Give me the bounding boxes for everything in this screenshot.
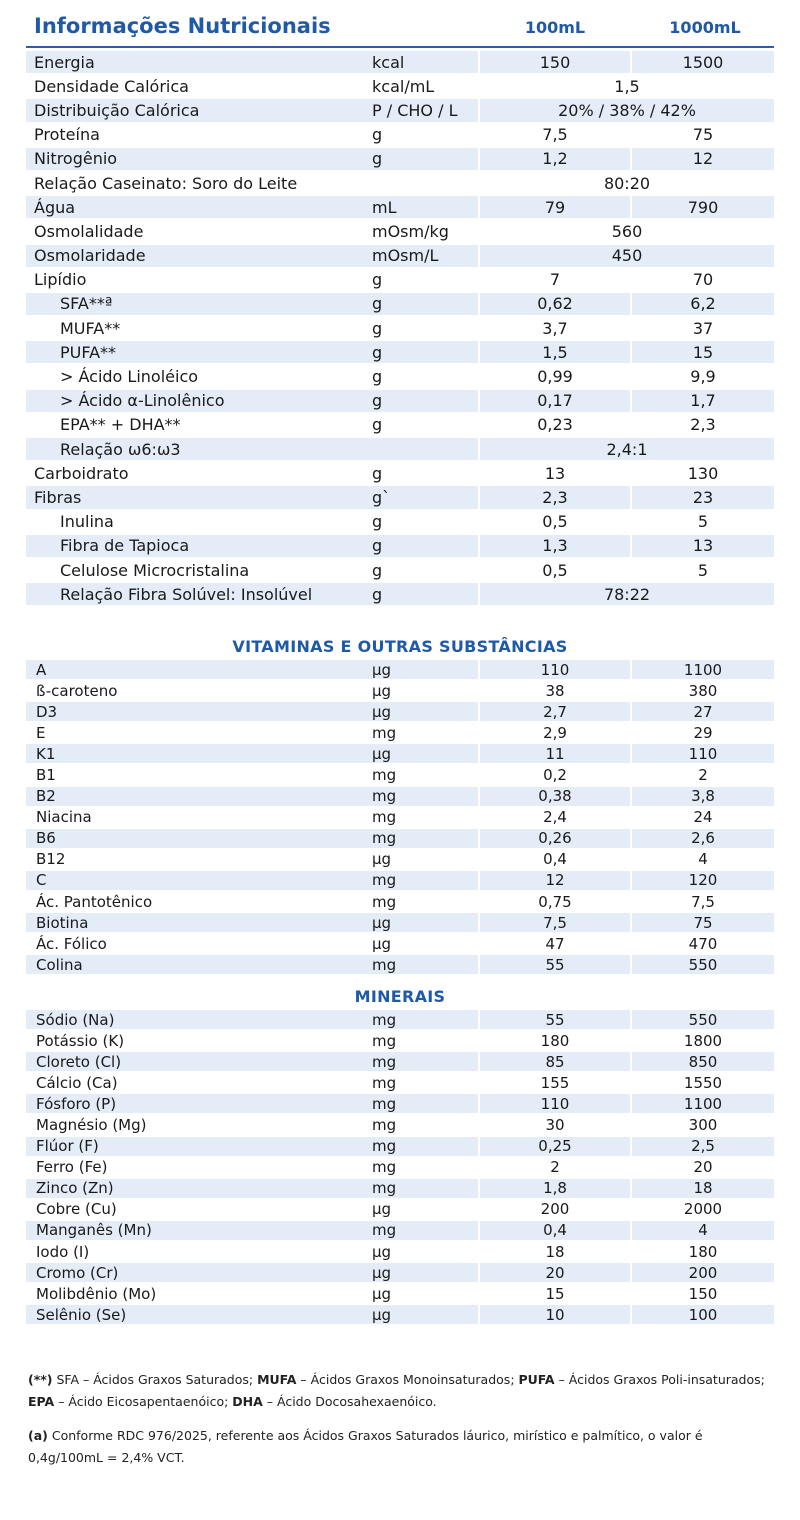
table-row [26, 75, 774, 99]
row-value-100ml: 0,99 [537, 367, 573, 387]
row-label: Ferro (Fe) [36, 1158, 108, 1177]
row-label: Manganês (Mn) [26, 1221, 370, 1240]
footnote-rdc [28, 1425, 772, 1469]
row-label: Ác. Pantotênico [36, 892, 153, 911]
row-label: B2 [26, 787, 370, 806]
row-value-100ml: 11 [480, 744, 630, 763]
row-value-1000ml: 850 [632, 1052, 774, 1071]
row-unit: mOsm/kg [372, 221, 449, 241]
row-label: > Ácido Linoléico [60, 367, 199, 387]
row-value-100ml: 1,2 [480, 148, 630, 170]
row-value-1000ml: 27 [632, 702, 774, 721]
row-value-1000ml: 75 [632, 913, 774, 932]
row-value-100ml: 180 [540, 1031, 570, 1050]
row-label: Molibdênio (Mo) [36, 1284, 157, 1303]
row-value-1000ml: 70 [692, 270, 714, 290]
row-value-100ml: 0,23 [537, 415, 573, 435]
row-value-100ml: 2,4 [543, 808, 567, 827]
row-unit: µg [370, 1263, 478, 1282]
row-label: B12 [36, 850, 66, 869]
row-value-100ml: 0,62 [480, 293, 630, 315]
table-row [26, 293, 774, 317]
row-label: Relação Caseinato: Soro do Leite [34, 173, 298, 193]
table-row [26, 1284, 774, 1305]
row-label: > Ácido α-Linolênico [26, 390, 370, 412]
table-row [26, 871, 774, 892]
row-value-1000ml: 29 [693, 723, 713, 742]
row-value-100ml: 0,26 [480, 829, 630, 848]
row-value-1000ml: 130 [687, 463, 719, 483]
row-value-100ml: 0,5 [542, 512, 568, 532]
row-label: Celulose Microcristalina [60, 560, 250, 580]
row-value-1000ml: 1,7 [632, 390, 774, 412]
row-label: Osmolalidade [34, 221, 144, 241]
row-unit: µg [372, 1284, 392, 1303]
minerals-section-title: MINERAIS [354, 987, 446, 1006]
row-unit: mg [370, 1221, 478, 1240]
row-value-100ml: 2,3 [480, 486, 630, 508]
row-value-1000ml: 4 [698, 850, 708, 869]
table-row [26, 1242, 774, 1263]
row-value-100ml: 150 [480, 51, 630, 73]
row-value-1000ml: 13 [632, 535, 774, 557]
row-unit: mg [370, 1010, 478, 1029]
row-value-1000ml: 1550 [683, 1073, 723, 1092]
table-row [26, 486, 774, 510]
row-unit: mg [372, 1031, 397, 1050]
row-label: Energia [26, 51, 370, 73]
row-label: Distribuição Calórica [26, 99, 370, 121]
table-row [26, 245, 774, 269]
row-label: Cloreto (Cl) [26, 1052, 370, 1071]
main-nutrients-table [26, 51, 774, 607]
table-row [26, 124, 774, 148]
row-unit: g [370, 293, 478, 315]
row-label: Selênio (Se) [26, 1305, 370, 1324]
row-label: A [26, 660, 370, 679]
row-value-shared: 1,5 [614, 76, 640, 96]
row-unit: µg [370, 702, 478, 721]
page-title: Informações Nutricionais [34, 14, 331, 38]
row-value-1000ml: 110 [632, 744, 774, 763]
row-value-1000ml: 300 [688, 1116, 718, 1135]
row-value-100ml: 79 [480, 196, 630, 218]
row-value-shared: 20% / 38% / 42% [480, 99, 774, 121]
footnote-term: (**) [28, 1372, 53, 1387]
row-value-shared: 78:22 [480, 583, 774, 605]
table-row [26, 220, 774, 244]
table-row [26, 1263, 774, 1284]
row-value-1000ml: 200 [632, 1263, 774, 1282]
row-unit: g [372, 463, 383, 483]
row-unit: mg [370, 1179, 478, 1198]
footnote-text: Conforme RDC 976/2025, referente aos Ácidos Graxos Saturados láurico, mirístico e palmítico, o valor é 0,4g/100mL = 2,4% VCT. [28, 1428, 703, 1465]
row-unit: mg [372, 808, 397, 827]
row-unit [370, 438, 478, 460]
row-value-1000ml: 1100 [632, 1094, 774, 1113]
table-row [26, 269, 774, 293]
row-label: Flúor (F) [26, 1137, 370, 1156]
row-unit: g [372, 415, 383, 435]
table-row [26, 535, 774, 559]
table-row [26, 744, 774, 765]
row-value-1000ml: 37 [692, 318, 714, 338]
table-row [26, 414, 774, 438]
table-row [26, 1031, 774, 1052]
row-value-100ml: 0,25 [480, 1137, 630, 1156]
footnote-text: – Ácido Eicosapentaenóico; [54, 1394, 233, 1409]
footnote-text: – Ácidos Graxos Poli-insaturados; [554, 1372, 765, 1387]
row-label: Carboidrato [34, 463, 129, 483]
row-label: Potássio (K) [36, 1031, 125, 1050]
table-row [26, 765, 774, 786]
row-value-100ml: 20 [480, 1263, 630, 1282]
row-value-100ml: 155 [540, 1073, 570, 1092]
row-unit: µg [372, 681, 392, 700]
row-unit: g [372, 367, 383, 387]
row-label: B6 [26, 829, 370, 848]
table-row [26, 829, 774, 850]
row-unit: mg [370, 829, 478, 848]
row-label: Lipídio [34, 270, 87, 290]
table-row [26, 99, 774, 123]
table-row [26, 702, 774, 723]
table-row [26, 934, 774, 955]
table-row [26, 1221, 774, 1242]
row-unit: mg [370, 871, 478, 890]
row-label: Ác. Fólico [36, 934, 107, 953]
row-label: Nitrogênio [26, 148, 370, 170]
row-value-1000ml: 100 [632, 1305, 774, 1324]
row-unit: µg [370, 1305, 478, 1324]
row-value-100ml: 1,5 [480, 341, 630, 363]
row-value-100ml: 47 [545, 934, 565, 953]
row-value-1000ml: 550 [632, 955, 774, 974]
row-unit: mg [372, 1158, 397, 1177]
table-row [26, 317, 774, 341]
row-label: Fibras [26, 486, 370, 508]
row-label: Zinco (Zn) [26, 1179, 370, 1198]
row-unit: mg [372, 1116, 397, 1135]
table-row [26, 808, 774, 829]
row-label: D3 [26, 702, 370, 721]
row-value-100ml: 2 [550, 1158, 560, 1177]
row-value-1000ml: 2 [698, 766, 708, 785]
row-value-100ml: 7 [549, 270, 561, 290]
row-value-1000ml: 1800 [683, 1031, 723, 1050]
row-label: Cálcio (Ca) [36, 1073, 118, 1092]
row-label: Proteína [34, 125, 100, 145]
table-row [26, 390, 774, 414]
row-unit: g [372, 125, 383, 145]
column-header-1000ml: 1000mL [669, 18, 741, 37]
row-unit: µg [370, 744, 478, 763]
row-value-100ml: 38 [545, 681, 565, 700]
row-label: PUFA** [26, 341, 370, 363]
row-label: Magnésio (Mg) [36, 1116, 147, 1135]
footnote-term: PUFA [518, 1372, 555, 1387]
row-label: Osmolaridade [26, 245, 370, 267]
row-value-100ml: 12 [480, 871, 630, 890]
row-unit: µg [372, 850, 392, 869]
table-row [26, 955, 774, 976]
minerals-table [26, 1010, 774, 1326]
row-value-1000ml: 9,9 [690, 367, 716, 387]
row-unit [370, 172, 478, 194]
row-value-100ml: 85 [480, 1052, 630, 1071]
row-label: MUFA** [60, 318, 121, 338]
row-label: Relação Fibra Solúvel: Insolúvel [26, 583, 370, 605]
row-value-100ml: 1,3 [480, 535, 630, 557]
row-unit: kcal [370, 51, 478, 73]
row-value-1000ml: 380 [688, 681, 718, 700]
row-value-100ml: 2,9 [543, 723, 567, 742]
row-value-1000ml: 150 [688, 1284, 718, 1303]
row-unit: kcal/mL [372, 76, 435, 96]
row-unit: g [372, 560, 383, 580]
row-label: Cromo (Cr) [26, 1263, 370, 1282]
row-value-1000ml: 4 [632, 1221, 774, 1240]
row-value-100ml: 15 [545, 1284, 565, 1303]
row-value-1000ml: 120 [632, 871, 774, 890]
footnote-text: – Ácido Docosahexaenóico. [262, 1394, 437, 1409]
row-unit: g [372, 270, 383, 290]
row-label: Niacina [36, 808, 92, 827]
vitamins-section-title: VITAMINAS E OUTRAS SUBSTÂNCIAS [232, 637, 568, 656]
row-label: Densidade Calórica [34, 76, 189, 96]
row-value-100ml: 18 [545, 1242, 565, 1261]
row-value-1000ml: 5 [697, 512, 709, 532]
row-value-1000ml: 18 [632, 1179, 774, 1198]
row-label: E [36, 723, 46, 742]
row-value-1000ml: 2000 [683, 1200, 723, 1219]
table-row [26, 1158, 774, 1179]
row-value-1000ml: 790 [632, 196, 774, 218]
footnote-term: MUFA [257, 1372, 297, 1387]
row-value-shared: 450 [480, 245, 774, 267]
row-unit: mg [370, 787, 478, 806]
table-header [0, 12, 800, 46]
row-label: Água [26, 196, 370, 218]
row-unit: µg [372, 934, 392, 953]
table-row [26, 681, 774, 702]
row-label: Inulina [60, 512, 114, 532]
table-row [26, 1052, 774, 1073]
table-row [26, 583, 774, 607]
table-row [26, 462, 774, 486]
row-label: Sódio (Na) [26, 1010, 370, 1029]
row-unit: g [370, 148, 478, 170]
row-value-shared: 2,4:1 [480, 438, 774, 460]
row-label: K1 [26, 744, 370, 763]
row-unit: µg [370, 660, 478, 679]
row-value-100ml: 0,38 [480, 787, 630, 806]
table-row [26, 1137, 774, 1158]
row-value-100ml: 0,5 [542, 560, 568, 580]
footnote-abbreviations [28, 1369, 772, 1413]
row-unit: mg [372, 723, 397, 742]
row-unit: mg [372, 892, 397, 911]
table-row [26, 723, 774, 744]
row-value-1000ml: 7,5 [691, 892, 715, 911]
row-label: EPA** + DHA** [60, 415, 181, 435]
table-row [26, 1305, 774, 1326]
row-value-100ml: 0,17 [480, 390, 630, 412]
row-label: Fósforo (P) [26, 1094, 370, 1113]
table-row [26, 196, 774, 220]
row-unit: g [370, 341, 478, 363]
table-row [26, 1010, 774, 1031]
row-value-1000ml: 6,2 [632, 293, 774, 315]
table-row [26, 660, 774, 681]
row-label: Fibra de Tapioca [26, 535, 370, 557]
row-value-1000ml: 23 [632, 486, 774, 508]
row-value-100ml: 10 [480, 1305, 630, 1324]
row-unit: g [372, 512, 383, 532]
row-value-100ml: 55 [480, 1010, 630, 1029]
row-value-100ml: 55 [480, 955, 630, 974]
row-value-100ml: 30 [545, 1116, 565, 1135]
row-value-1000ml: 2,5 [632, 1137, 774, 1156]
row-label: ß-caroteno [36, 681, 118, 700]
row-value-100ml: 0,4 [480, 1221, 630, 1240]
table-row [26, 148, 774, 172]
column-header-100ml: 100mL [524, 18, 586, 37]
row-value-1000ml: 2,3 [690, 415, 716, 435]
table-row [26, 1073, 774, 1094]
row-value-1000ml: 75 [692, 125, 714, 145]
table-row [26, 1094, 774, 1115]
row-value-1000ml: 2,6 [632, 829, 774, 848]
row-value-shared: 80:20 [603, 173, 651, 193]
table-row [26, 341, 774, 365]
row-value-shared: 560 [611, 221, 643, 241]
row-label: Cobre (Cu) [36, 1200, 117, 1219]
row-value-100ml: 3,7 [542, 318, 568, 338]
row-value-1000ml: 1100 [632, 660, 774, 679]
row-unit: g` [370, 486, 478, 508]
row-value-1000ml: 550 [632, 1010, 774, 1029]
row-unit: g [370, 535, 478, 557]
row-value-1000ml: 15 [632, 341, 774, 363]
row-label: B1 [36, 766, 56, 785]
table-row [26, 850, 774, 871]
row-label: Relação ω6:ω3 [26, 438, 370, 460]
footnote-term: (a) [28, 1428, 48, 1443]
footnote-term: DHA [232, 1394, 263, 1409]
row-unit: µg [372, 1242, 392, 1261]
row-value-100ml: 0,4 [543, 850, 567, 869]
footnote-text: SFA – Ácidos Graxos Saturados; [52, 1372, 258, 1387]
row-value-1000ml: 3,8 [632, 787, 774, 806]
row-label: Colina [26, 955, 370, 974]
table-row [26, 1200, 774, 1221]
table-row [26, 1179, 774, 1200]
footnote-text: – Ácidos Graxos Monoinsaturados; [296, 1372, 519, 1387]
table-row [26, 365, 774, 389]
table-row [26, 787, 774, 808]
row-value-100ml: 1,8 [480, 1179, 630, 1198]
row-unit: mg [370, 1137, 478, 1156]
table-row [26, 559, 774, 583]
row-value-100ml: 7,5 [480, 913, 630, 932]
row-label: Biotina [26, 913, 370, 932]
row-unit: µg [372, 1200, 392, 1219]
row-value-1000ml: 470 [688, 934, 718, 953]
row-label: SFA**ª [26, 293, 370, 315]
row-value-1000ml: 24 [693, 808, 713, 827]
row-unit: mL [370, 196, 478, 218]
vitamins-table [26, 660, 774, 976]
row-label: Iodo (I) [36, 1242, 90, 1261]
row-unit: mg [372, 766, 397, 785]
row-value-100ml: 200 [540, 1200, 570, 1219]
row-value-100ml: 110 [480, 1094, 630, 1113]
row-value-100ml: 0,2 [543, 766, 567, 785]
row-value-100ml: 110 [480, 660, 630, 679]
row-label: C [26, 871, 370, 890]
table-row [26, 172, 774, 196]
header-divider [26, 46, 774, 48]
row-value-100ml: 7,5 [542, 125, 568, 145]
row-value-1000ml: 180 [688, 1242, 718, 1261]
row-unit: g [370, 583, 478, 605]
row-value-1000ml: 5 [697, 560, 709, 580]
row-unit: mg [370, 1094, 478, 1113]
row-unit: g [372, 318, 383, 338]
row-unit: mOsm/L [370, 245, 478, 267]
row-value-1000ml: 12 [632, 148, 774, 170]
table-row [26, 511, 774, 535]
table-row [26, 1115, 774, 1136]
row-value-100ml: 2,7 [480, 702, 630, 721]
row-unit: µg [370, 913, 478, 932]
row-unit: g [370, 390, 478, 412]
table-row [26, 913, 774, 934]
row-value-1000ml: 20 [693, 1158, 713, 1177]
row-unit: P / CHO / L [370, 99, 478, 121]
row-value-100ml: 13 [544, 463, 566, 483]
table-row [26, 892, 774, 913]
table-row [26, 51, 774, 75]
row-value-100ml: 0,75 [538, 892, 572, 911]
row-unit: mg [372, 1073, 397, 1092]
row-value-1000ml: 1500 [632, 51, 774, 73]
footnote-term: EPA [28, 1394, 55, 1409]
row-unit: mg [370, 1052, 478, 1071]
row-unit: mg [370, 955, 478, 974]
table-row [26, 438, 774, 462]
